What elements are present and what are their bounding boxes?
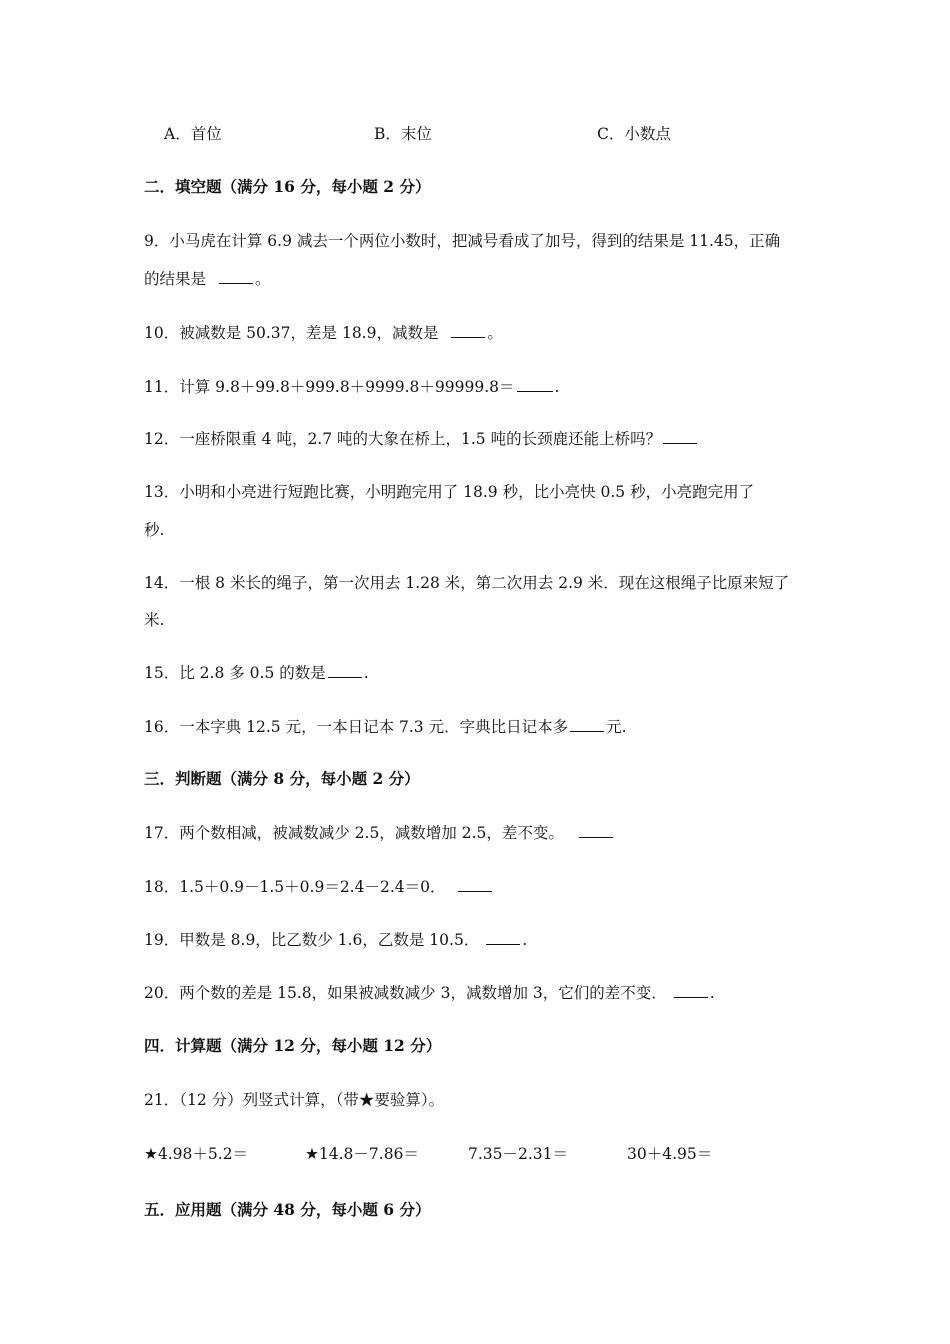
question-12 [144,428,699,450]
question-20 [144,982,715,1004]
calc-item-2: ★14.8－7.86＝ [305,1145,419,1163]
question-19 [144,929,527,951]
answer-blank[interactable] [328,662,362,678]
question-13-line2: 秒. [144,521,165,539]
question-12-text: 12．一座桥限重 4 吨，2.7 吨的大象在桥上，1.5 吨的长颈鹿还能上桥吗？ [144,430,662,448]
section-3-title: 三．判断题（满分 8 分，每小题 2 分） [144,769,420,788]
question-14-line1: 14．一根 8 米长的绳子，第一次用去 1.28 米，第二次用去 2.9 米．现在这根绳子比原来短了 [144,574,790,592]
question-19-text: 19．甲数是 8.9，比乙数少 1.6，乙数是 10.5． [144,931,480,949]
answer-blank[interactable] [451,322,485,338]
question-19-end: . [522,931,528,949]
answer-blank[interactable] [517,376,553,392]
answer-blank[interactable] [663,428,697,444]
question-9-end: 。 [254,270,271,288]
question-13-line1: 13．小明和小亮进行短跑比赛，小明跑完用了 18.9 秒，比小亮快 0.5 秒，小亮跑完用了 [144,483,755,501]
question-17-text: 17．两个数相减，被减数减少 2.5，减数增加 2.5，差不变。 [144,824,564,842]
question-20-end: . [709,984,715,1002]
answer-blank[interactable] [579,822,613,838]
question-15-end: . [363,664,369,682]
question-16-end: 元. [606,718,627,736]
answer-blank[interactable] [674,982,708,998]
question-11-end: . [554,378,560,396]
question-9-line2 [144,268,270,290]
question-10-end: 。 [487,324,503,342]
answer-blank[interactable] [458,876,492,892]
question-17 [144,822,615,844]
calc-item-3: 7.35－2.31＝ [468,1145,569,1163]
option-a: A．首位 [164,125,222,143]
question-16-text: 16．一本字典 12.5 元，一本日记本 7.3 元．字典比日记本多 [144,718,569,736]
question-18-text: 18．1.5＋0.9－1.5＋0.9＝2.4－2.4＝0． [144,878,446,896]
question-16 [144,716,627,738]
question-15-text: 15．比 2.8 多 0.5 的数是 [144,664,326,682]
question-9-text: 的结果是 [144,270,207,288]
question-11-text: 11．计算 9.8＋99.8＋999.8＋9999.8＋99999.8＝ [144,378,515,396]
answer-blank[interactable] [486,929,520,945]
section-5-title: 五．应用题（满分 48 分，每小题 6 分） [144,1200,431,1219]
section-2-title: 二．填空题（满分 16 分，每小题 2 分） [144,177,431,196]
question-11 [144,376,559,398]
question-21: 21．（12 分）列竖式计算，（带★要验算）。 [144,1091,445,1109]
question-15 [144,662,369,684]
option-b: B．末位 [374,125,432,143]
section-4-title: 四．计算题（满分 12 分，每小题 12 分） [144,1036,442,1055]
answer-blank[interactable] [219,268,253,284]
option-c: C．小数点 [597,125,671,143]
calc-item-1: ★4.98＋5.2＝ [144,1145,249,1163]
calc-item-4: 30＋4.95＝ [627,1145,713,1163]
question-20-text: 20．两个数的差是 15.8，如果被减数减少 3，减数增加 3，它们的差不变． [144,984,667,1002]
question-9-line1: 9．小马虎在计算 6.9 减去一个两位小数时，把减号看成了加号，得到的结果是 11.45，正确 [144,232,781,250]
question-18 [144,876,494,898]
answer-blank[interactable] [570,716,604,732]
question-10-text: 10．被减数是 50.37，差是 18.9，减数是 [144,324,439,342]
question-10 [144,322,503,344]
question-14-line2: 米. [144,611,165,629]
